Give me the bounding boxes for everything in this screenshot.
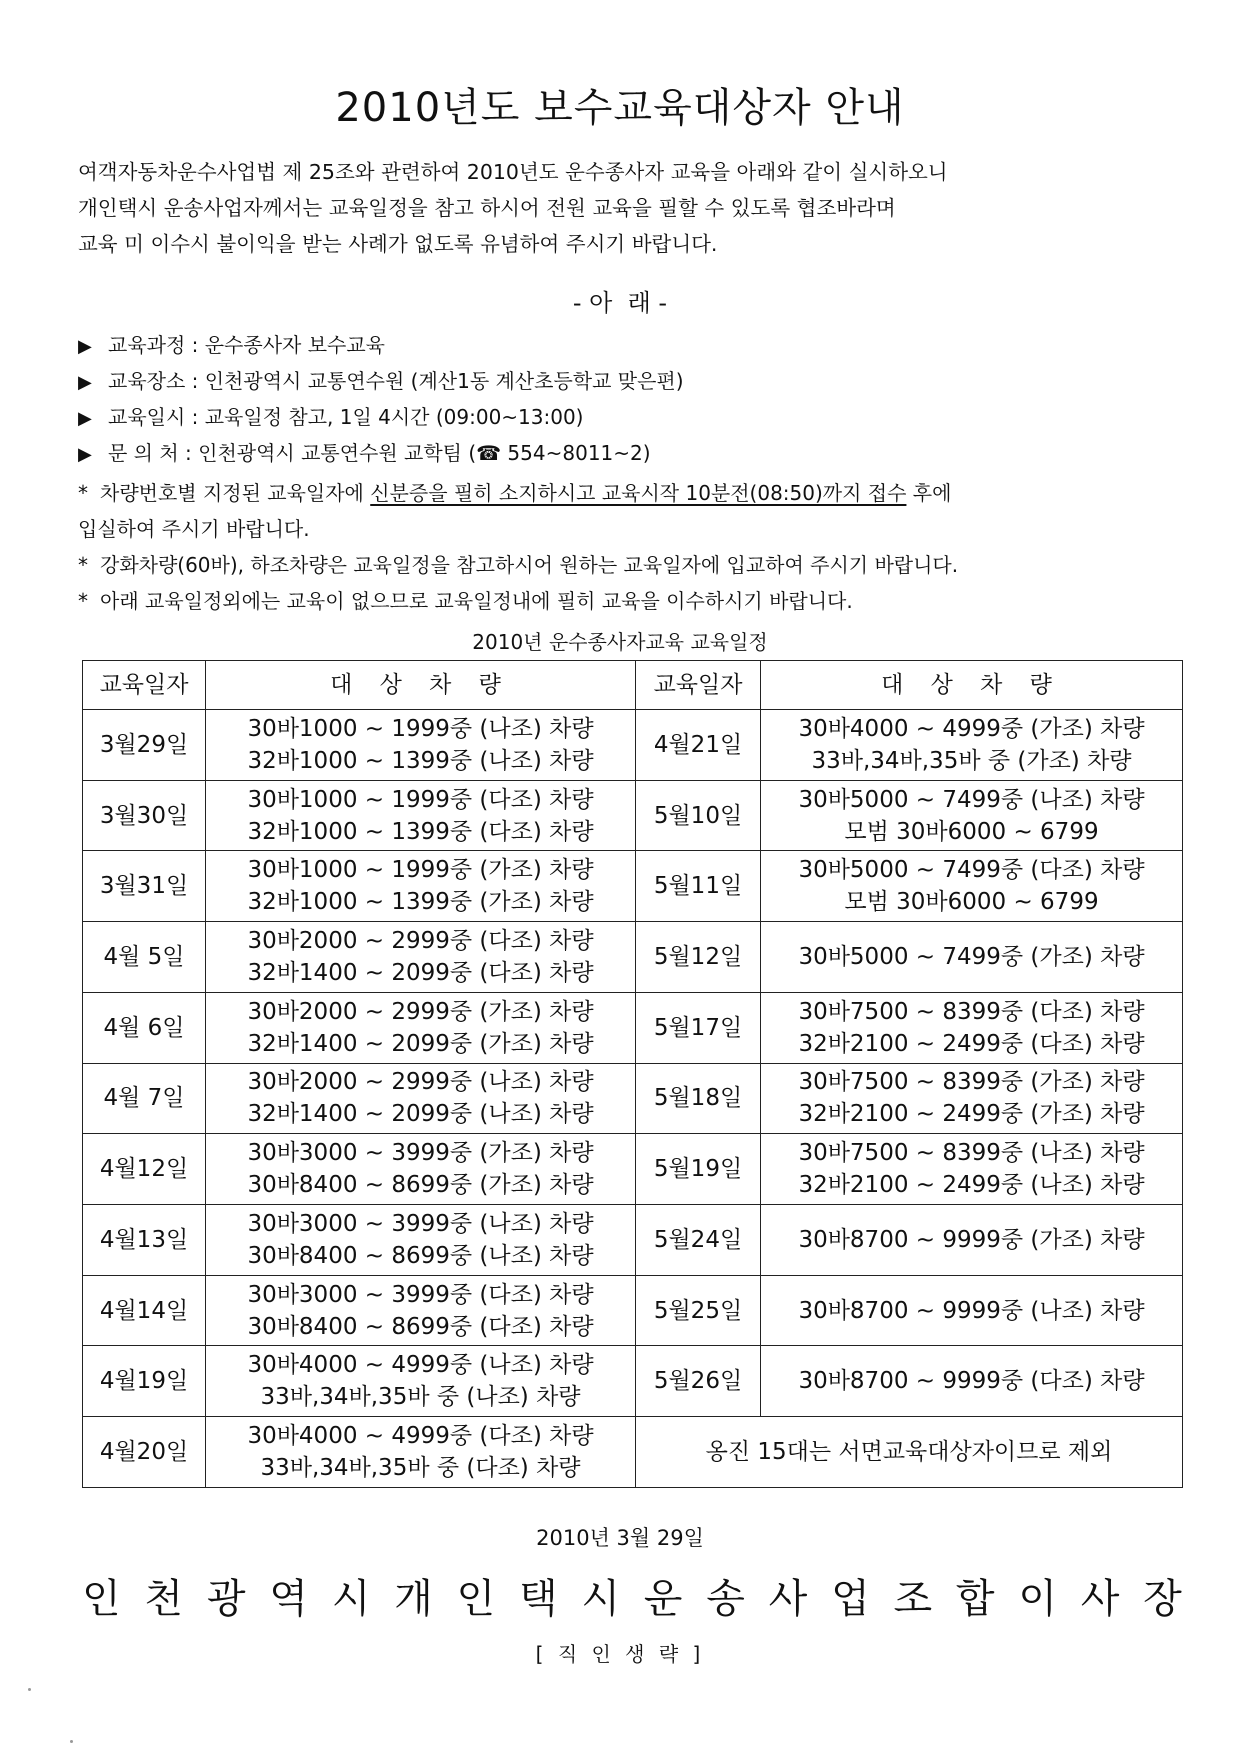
- note-continuation: 입실하여 주시기 바랍니다.: [78, 517, 310, 541]
- issuer-char: 합: [955, 1576, 995, 1622]
- note-text: 차량번호별 지정된 교육일자에: [100, 481, 371, 505]
- issuer-char: 인: [456, 1576, 496, 1622]
- schedule-table: [82, 660, 1183, 1488]
- asterisk-icon: *: [78, 589, 88, 613]
- vehicle-range-line: 30바8400 ~ 8699중 (가조) 차량: [247, 1172, 594, 1199]
- header-date: 교육일자: [83, 661, 206, 710]
- date-cell: 5월24일: [636, 1205, 761, 1276]
- vehicles-cell: [761, 1134, 1183, 1205]
- vehicles-cell: [206, 1063, 636, 1134]
- vehicles-cell: [761, 1275, 1183, 1346]
- vehicles-cell: [761, 992, 1183, 1063]
- exclusion-note-cell: 옹진 15대는 서면교육대상자이므로 제외: [636, 1417, 1183, 1488]
- vehicle-range-line: 30바1000 ~ 1999중 (가조) 차량: [247, 857, 594, 884]
- issuer-char: 시: [581, 1576, 621, 1622]
- vehicles-cell: [761, 1205, 1183, 1276]
- table-row: [83, 780, 1183, 851]
- issuer-char: 이: [1018, 1576, 1057, 1622]
- section-heading: - 아 래 -: [572, 289, 668, 317]
- table-row: [83, 992, 1183, 1063]
- asterisk-icon: *: [78, 553, 88, 577]
- info-list: [78, 327, 1198, 471]
- issuer-char: 인: [82, 1576, 121, 1622]
- notes-list: [78, 475, 1208, 619]
- vehicle-range-line: 30바2000 ~ 2999중 (나조) 차량: [247, 1069, 594, 1096]
- vehicle-range-line: 30바1000 ~ 1999중 (다조) 차량: [247, 786, 594, 813]
- vehicle-range-line: 30바1000 ~ 1999중 (나조) 차량: [247, 715, 594, 742]
- issuer-char: 운: [643, 1576, 683, 1622]
- table-row: [83, 922, 1183, 993]
- note-ganghwa: [78, 547, 1208, 583]
- vehicle-range-line: 32바2100 ~ 2499중 (가조) 차량: [798, 1101, 1145, 1128]
- vehicles-cell: [761, 1346, 1183, 1417]
- vehicle-range-line: 30바2000 ~ 2999중 (가조) 차량: [247, 998, 594, 1025]
- vehicle-range-line: 32바2100 ~ 2499중 (다조) 차량: [798, 1030, 1145, 1057]
- table-caption: 2010년 운수종사자교육 교육일정: [472, 630, 768, 654]
- vehicle-range-line: 30바4000 ~ 4999중 (가조) 차량: [798, 715, 1145, 742]
- vehicle-range-line: 30바4000 ~ 4999중 (나조) 차량: [247, 1352, 594, 1379]
- vehicles-cell: [206, 851, 636, 922]
- issuer-char: 시: [331, 1576, 371, 1622]
- date-cell: 4월12일: [83, 1134, 206, 1205]
- issue-date: 2010년 3월 29일: [536, 1526, 704, 1550]
- issuer-char: 역: [269, 1576, 308, 1622]
- issuer-char: 사: [768, 1576, 808, 1622]
- table-row: [83, 1134, 1183, 1205]
- vehicle-range-line: 32바2100 ~ 2499중 (나조) 차량: [798, 1172, 1145, 1199]
- date-cell: 5월26일: [636, 1346, 761, 1417]
- vehicle-range-line: 32바1000 ~ 1399중 (가조) 차량: [247, 889, 594, 916]
- note-text: 아래 교육일정외에는 교육이 없으므로 교육일정내에 필히 교육을 이수하시기 바랍니다.: [100, 589, 853, 613]
- date-cell: 5월10일: [636, 780, 761, 851]
- vehicles-cell: [761, 710, 1183, 781]
- info-item-location: [78, 363, 1198, 399]
- vehicle-range-line: 30바7500 ~ 8399중 (다조) 차량: [798, 998, 1145, 1025]
- vehicle-range-line: 32바1000 ~ 1399중 (다조) 차량: [247, 818, 594, 845]
- vehicle-range-line: 30바8700 ~ 9999중 (다조) 차량: [798, 1368, 1145, 1395]
- info-item-text: 교육과정 : 운수종사자 보수교육: [108, 333, 385, 357]
- vehicles-cell: [206, 710, 636, 781]
- vehicles-cell: [761, 1063, 1183, 1134]
- vehicle-range-line: 32바1400 ~ 2099중 (다조) 차량: [247, 960, 594, 987]
- vehicles-cell: [206, 1205, 636, 1276]
- issuer-char: 업: [831, 1576, 870, 1622]
- vehicle-range-line: 30바5000 ~ 7499중 (나조) 차량: [798, 786, 1145, 813]
- date-cell: 3월29일: [83, 710, 206, 781]
- date-cell: 4월19일: [83, 1346, 206, 1417]
- intro-line: 개인택시 운송사업자께서는 교육일정을 참고 하시어 전원 교육을 필할 수 있도록 협조바라며: [78, 196, 896, 220]
- table-row: [83, 851, 1183, 922]
- vehicle-range-line: 30바3000 ~ 3999중 (다조) 차량: [247, 1281, 594, 1308]
- info-item-course: [78, 327, 1198, 363]
- asterisk-icon: *: [78, 481, 88, 505]
- info-item-time: [78, 399, 1198, 435]
- intro-paragraph: [78, 154, 1178, 262]
- vehicle-range-line: 33바,34바,35바 중 (나조) 차량: [260, 1384, 581, 1411]
- vehicle-range-line: 30바3000 ~ 3999중 (가조) 차량: [247, 1140, 594, 1167]
- vehicle-range-line: 33바,34바,35바 중 (다조) 차량: [260, 1455, 581, 1482]
- vehicles-cell: [206, 1346, 636, 1417]
- vehicles-cell: [206, 1275, 636, 1346]
- table-row: [83, 1417, 1183, 1488]
- vehicle-range-line: 32바1400 ~ 2099중 (나조) 차량: [247, 1101, 594, 1128]
- header-vehicles: 대 상 차 량: [206, 661, 636, 710]
- issuer-char: 택: [518, 1576, 558, 1622]
- page-title: 2010년도 보수교육대상자 안내: [335, 85, 905, 131]
- vehicle-range-line: 30바8400 ~ 8699중 (다조) 차량: [247, 1313, 594, 1340]
- issuer-char: 조: [893, 1576, 933, 1622]
- vehicle-range-line: 30바7500 ~ 8399중 (가조) 차량: [798, 1069, 1145, 1096]
- vehicle-range-line: 30바8700 ~ 9999중 (나조) 차량: [798, 1297, 1145, 1324]
- triangle-bullet-icon: ▶: [78, 336, 92, 357]
- issuer-char: 광: [206, 1576, 246, 1622]
- scan-speck: [70, 1740, 73, 1743]
- issuer-char: 사: [1080, 1576, 1120, 1622]
- vehicles-cell: [206, 992, 636, 1063]
- triangle-bullet-icon: ▶: [78, 372, 92, 393]
- info-item-contact: [78, 435, 1198, 471]
- note-underlined-text: 신분증을 필히 소지하시고 교육시작 10분전(08:50)까지 접수: [370, 481, 907, 505]
- header-date: 교육일자: [636, 661, 761, 710]
- date-cell: 4월 5일: [83, 922, 206, 993]
- issuer-char: 개: [394, 1576, 433, 1622]
- intro-line: 여객자동차운수사업법 제 25조와 관련하여 2010년도 운수종사자 교육을 아래와 같이 실시하오니: [78, 160, 948, 184]
- note-text: 강화차량(60바), 하조차량은 교육일정을 참고하시어 원하는 교육일자에 입교하여 주시기 바랍니다.: [100, 553, 959, 577]
- issuer-char: 송: [706, 1576, 745, 1622]
- info-item-text: 문 의 처 : 인천광역시 교통연수원 교학팀 (☎ 554~8011~2): [108, 441, 651, 465]
- date-cell: 3월31일: [83, 851, 206, 922]
- table-row: [83, 1063, 1183, 1134]
- vehicles-cell: [761, 922, 1183, 993]
- note-text: 후에: [906, 481, 952, 505]
- vehicle-range-line: 30바7500 ~ 8399중 (나조) 차량: [798, 1140, 1145, 1167]
- date-cell: 5월25일: [636, 1275, 761, 1346]
- info-item-text: 교육장소 : 인천광역시 교통연수원 (계산1동 계산초등학교 맞은편): [108, 369, 684, 393]
- vehicles-cell: [761, 780, 1183, 851]
- date-cell: 4월13일: [83, 1205, 206, 1276]
- table-row: [83, 710, 1183, 781]
- vehicle-range-line: 30바4000 ~ 4999중 (다조) 차량: [247, 1423, 594, 1450]
- date-cell: 5월19일: [636, 1134, 761, 1205]
- header-vehicles: 대 상 차 량: [761, 661, 1183, 710]
- vehicles-cell: [206, 1417, 636, 1488]
- table-header-row: [83, 661, 1183, 710]
- vehicles-cell: [206, 1134, 636, 1205]
- vehicle-range-line: 30바5000 ~ 7499중 (가조) 차량: [798, 944, 1145, 971]
- date-cell: 5월12일: [636, 922, 761, 993]
- vehicle-range-line: 30바5000 ~ 7499중 (다조) 차량: [798, 857, 1145, 884]
- issuer-char: 장: [1143, 1576, 1182, 1622]
- scan-speck: [28, 1688, 31, 1691]
- seal-omitted-note: [ 직 인 생 략 ]: [535, 1642, 705, 1666]
- vehicles-cell: [206, 780, 636, 851]
- vehicle-range-line: 모범 30바6000 ~ 6799: [844, 818, 1099, 845]
- note-schedule-only: [78, 583, 1208, 619]
- info-item-text: 교육일시 : 교육일정 참고, 1일 4시간 (09:00~13:00): [108, 405, 584, 429]
- intro-line: 교육 미 이수시 불이익을 받는 사례가 없도록 유념하여 주시기 바랍니다.: [78, 232, 718, 256]
- vehicle-range-line: 32바1000 ~ 1399중 (나조) 차량: [247, 747, 594, 774]
- table-row: [83, 1346, 1183, 1417]
- date-cell: 4월21일: [636, 710, 761, 781]
- triangle-bullet-icon: ▶: [78, 444, 92, 465]
- vehicle-range-line: 33바,34바,35바 중 (가조) 차량: [811, 747, 1132, 774]
- date-cell: 4월 7일: [83, 1063, 206, 1134]
- table-row: [83, 1275, 1183, 1346]
- vehicle-range-line: 32바1400 ~ 2099중 (가조) 차량: [247, 1030, 594, 1057]
- date-cell: 4월14일: [83, 1275, 206, 1346]
- vehicle-range-line: 30바8700 ~ 9999중 (가조) 차량: [798, 1226, 1145, 1253]
- date-cell: 5월18일: [636, 1063, 761, 1134]
- triangle-bullet-icon: ▶: [78, 408, 92, 429]
- date-cell: 4월 6일: [83, 992, 206, 1063]
- vehicles-cell: [761, 851, 1183, 922]
- vehicle-range-line: 30바2000 ~ 2999중 (다조) 차량: [247, 928, 594, 955]
- date-cell: 3월30일: [83, 780, 206, 851]
- date-cell: 5월17일: [636, 992, 761, 1063]
- vehicle-range-line: 30바3000 ~ 3999중 (나조) 차량: [247, 1210, 594, 1237]
- vehicles-cell: [206, 922, 636, 993]
- date-cell: 5월11일: [636, 851, 761, 922]
- issuer-char: 천: [144, 1576, 184, 1622]
- note-registration: [78, 475, 1208, 511]
- vehicle-range-line: 모범 30바6000 ~ 6799: [844, 889, 1099, 916]
- table-row: [83, 1205, 1183, 1276]
- date-cell: 4월20일: [83, 1417, 206, 1488]
- vehicle-range-line: 30바8400 ~ 8699중 (나조) 차량: [247, 1242, 594, 1269]
- issuer-name: [82, 1567, 1182, 1624]
